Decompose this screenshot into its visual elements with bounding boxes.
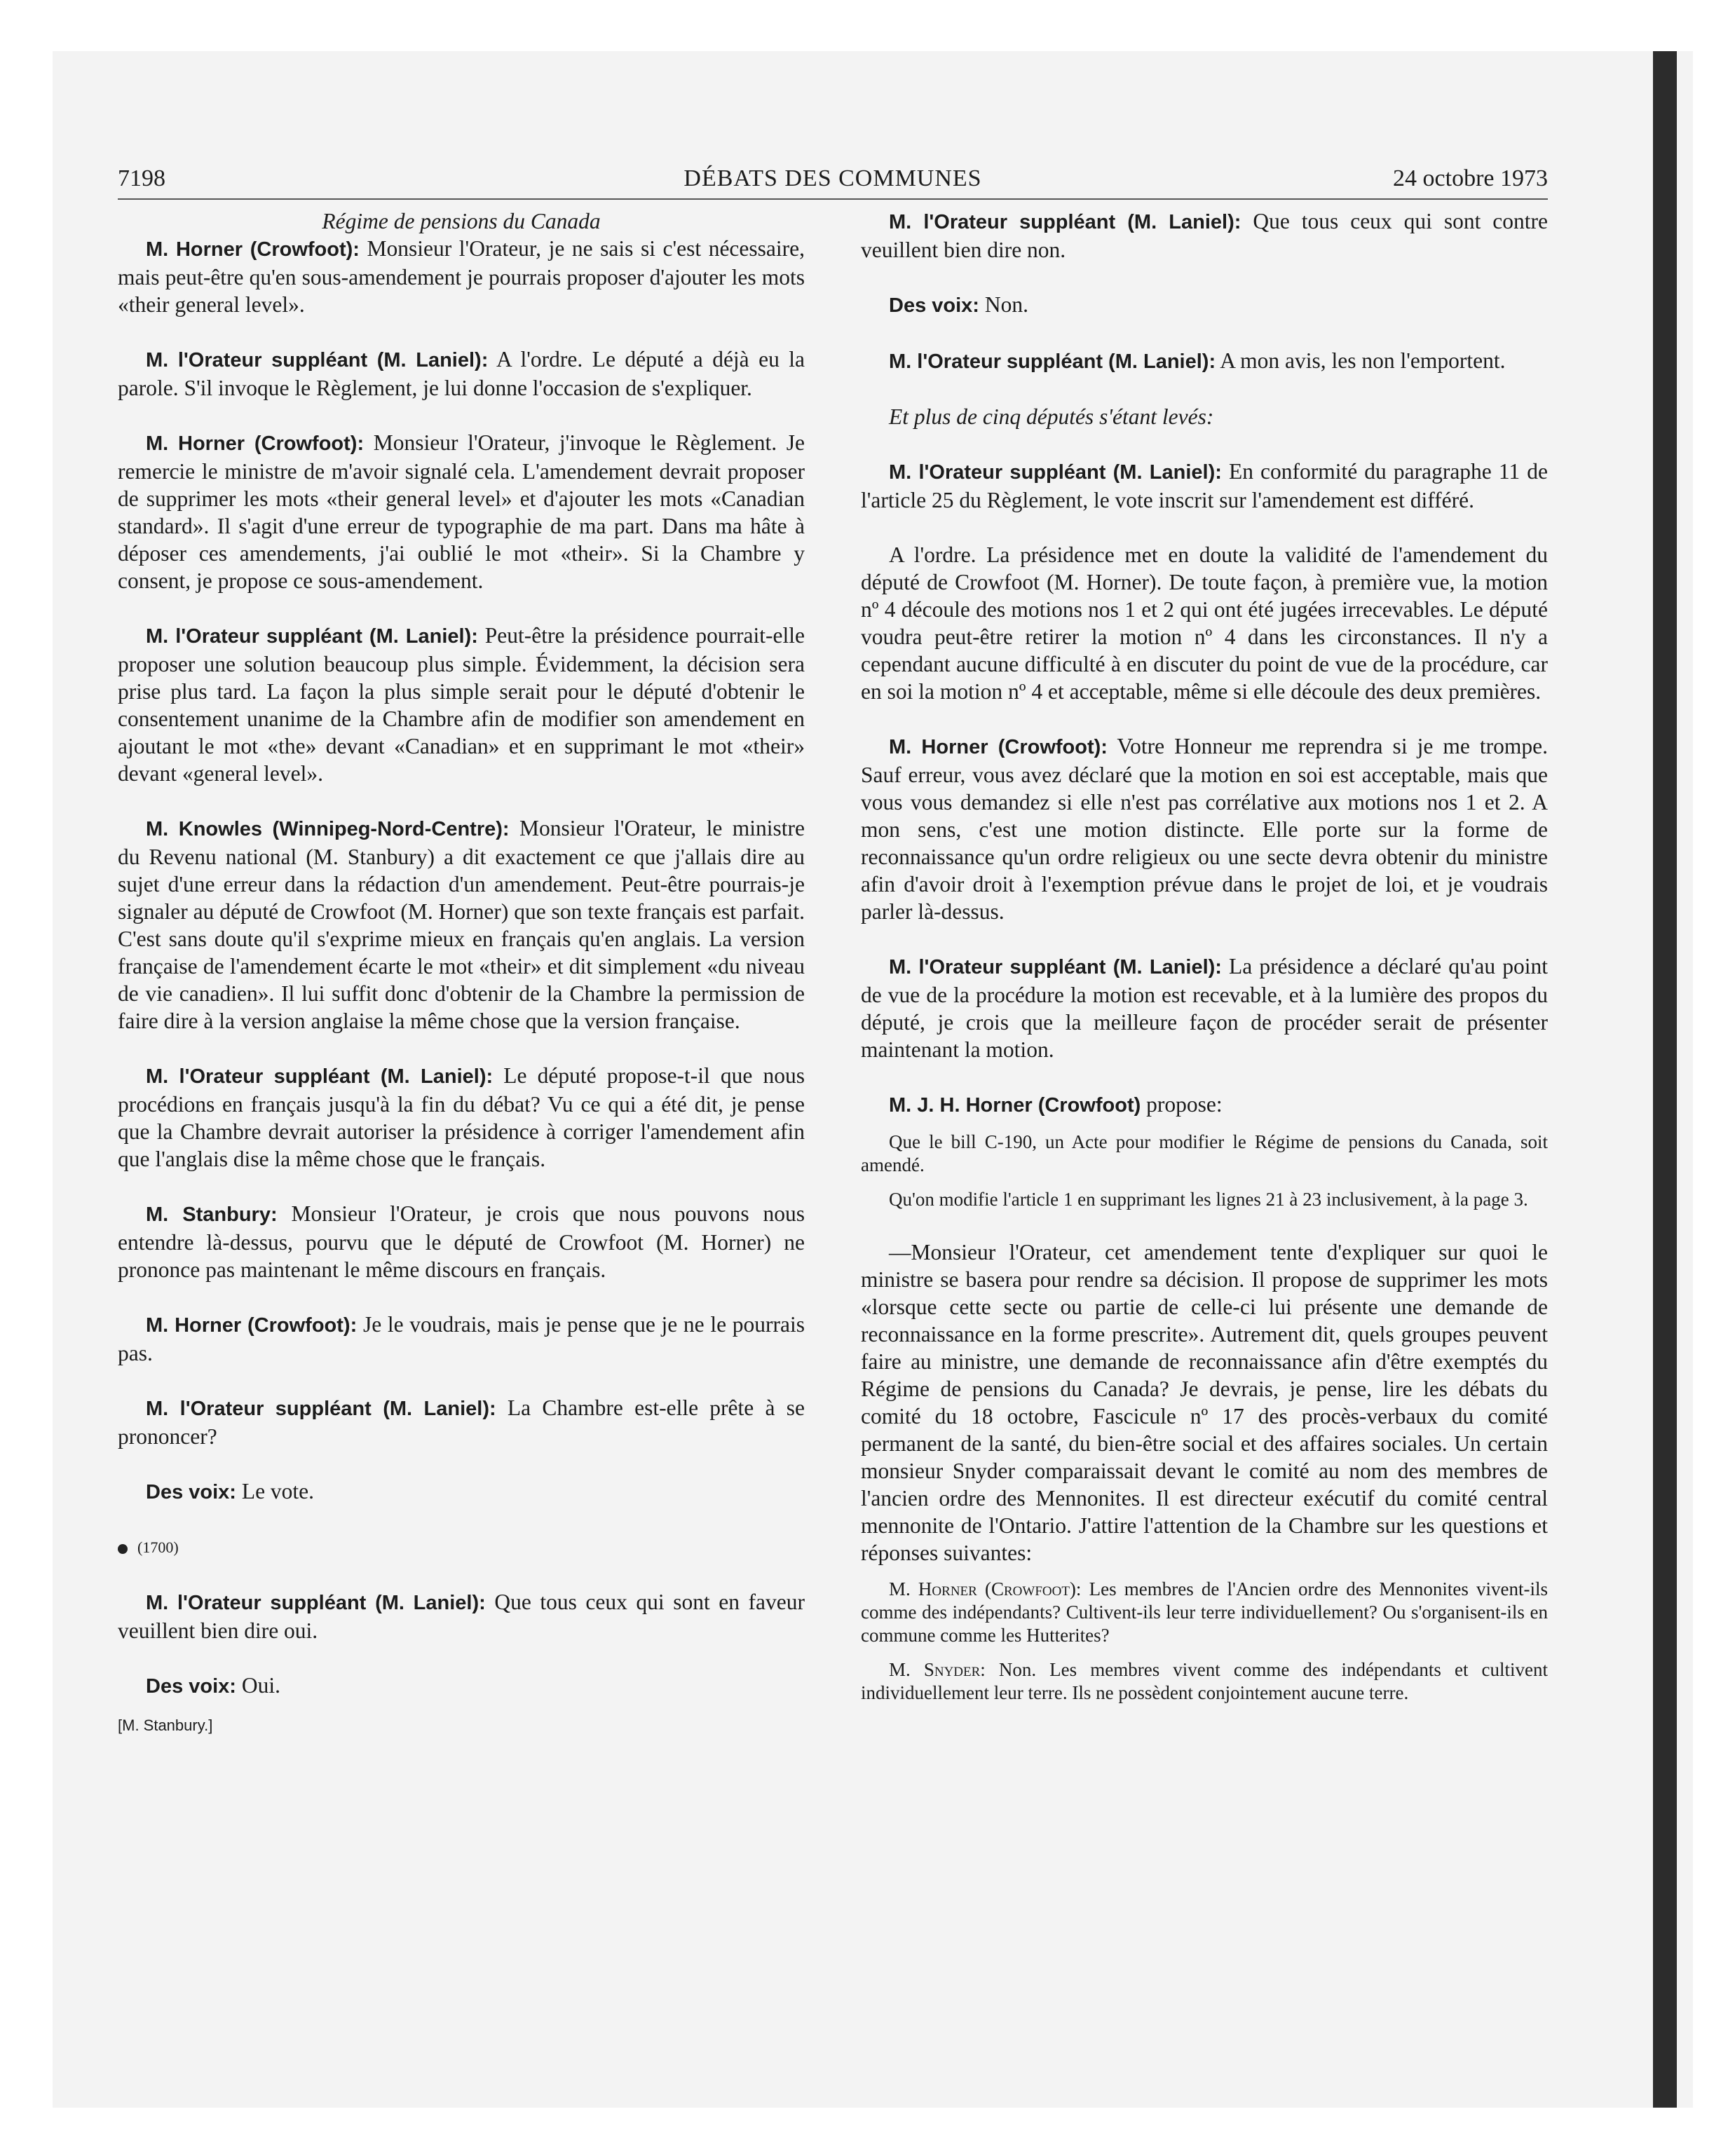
paragraph [861, 291, 1548, 320]
paragraph [118, 1394, 805, 1450]
speech-text: La Chambre est-elle prête à se prononcer? [118, 1396, 805, 1449]
speech-text: A mon avis, les non l'emportent. [1216, 348, 1506, 373]
paragraph [118, 1672, 805, 1700]
speaker: M. Knowles (Winnipeg-Nord-Centre): [146, 818, 510, 840]
speaker: M. l'Orateur suppléant (M. Laniel): [889, 350, 1216, 373]
header-rule [118, 198, 1548, 200]
speech-text: propose: [1141, 1092, 1223, 1117]
time-text: (1700) [137, 1538, 179, 1556]
paragraph [861, 207, 1548, 264]
paragraph [118, 1311, 805, 1367]
speech-text: Le député propose-t-il que nous procédions en français jusqu'à la fin du débat? Vu ce qui a été dit, je pense que la Chambre devrait autoriser la présidence à corriger l'amendement afin que l'anglais dise la même chose que le français. [118, 1063, 805, 1171]
paragraph [861, 458, 1548, 514]
speaker: M. l'Orateur suppléant (M. Laniel): [146, 1592, 486, 1614]
speech-text: Monsieur l'Orateur, je crois que nous pouvons nous entendre là-dessus, pourvu que le député de Crowfoot (M. Horner) ne prononce pas maintenant le même discours en français. [118, 1201, 805, 1282]
speech-text: Que tous ceux qui sont en faveur veuillent bien dire oui. [118, 1590, 805, 1643]
speech-text: Le vote. [236, 1479, 315, 1503]
paragraph [861, 732, 1548, 925]
speaker: M. l'Orateur suppléant (M. Laniel): [146, 1398, 496, 1420]
speaker: Des voix: [889, 294, 979, 317]
speaker: M. Snyder: [889, 1659, 986, 1680]
speaker: Des voix: [146, 1481, 236, 1503]
paragraph [118, 622, 805, 787]
paragraph [118, 1200, 805, 1283]
speaker: M. l'Orateur suppléant (M. Laniel): [146, 1065, 494, 1088]
speech-text: Que tous ceux qui sont contre veuillent bien dire non. [861, 209, 1548, 262]
paragraph: A l'ordre. La présidence met en doute la validité de l'amendement du député de Crowfoot (M. Horner). De toute façon, à première vue, la motion nº 4 découle des motions nos 1 et 2 qui ont été jugées irrecevables. Le député voudra peut-être retirer la motion nº 4 dans les circonstances. Il n'y a cependant aucune difficulté à en discuter du point de vue de la procédure, car en soi la motion nº 4 et acceptable, même si elle découle des deux premières. [861, 543, 1548, 704]
speaker: Des voix: [146, 1675, 236, 1698]
paragraph [861, 1091, 1548, 1119]
speech-text: Votre Honneur me reprendra si je me trompe. Sauf erreur, vous avez déclaré que la motion en soi est acceptable, mais que vous vous demandez si elle n'est pas corrélative aux motions nos 1 et 2. A mon sens, c'est une motion distincte. Elle porte sur la forme de reconnaissance qu'un ordre religieux ou une secte devra obtenir du ministre afin d'avoir droit à l'exemption prévue dans le projet de loi, et je voudrais parler là-dessus. [861, 734, 1548, 924]
speech-text: Les membres de l'Ancien ordre des Mennonites vivent-ils comme des indépendants? Cultivent-ils leur terre individuellement? Ou s'organisent-ils en commune comme les Hutterites? [861, 1578, 1549, 1646]
speech-text: Non. Les membres vivent comme des indépendants et cultivent individuellement leur terre. Ils ne possèdent conjointement aucune terre. [861, 1659, 1549, 1703]
speaker: M. l'Orateur suppléant (M. Laniel): [889, 461, 1222, 484]
speaker: M. l'Orateur suppléant (M. Laniel): [146, 349, 489, 371]
paragraph: —Monsieur l'Orateur, cet amendement tente d'expliquer sur quoi le ministre se basera pour rendre sa décision. Il propose de supprimer les mots «lorsque cette secte ou partie de celle-ci lui présente une demande de reconnaissance en la forme prescrite». Autrement dit, quels groupes peuvent faire au ministre, une demande de reconnaissance afin d'être exemptés du Régime de pensions du Canada? Je devrais, je pense, lire les débats du comité du 18 octobre, Fascicule nº 17 des procès-verbaux du comité permanent de la santé, du bien-être social et des affaires sociales. Un certain monsieur Snyder comparaissait devant le comité au nom des membres de l'ancien ordre des Mennonites. Il est directeur exécutif du comité central mennonite de l'Ontario. J'attire l'attention de la Chambre sur les questions et réponses suivantes: [861, 1240, 1548, 1565]
speech-text: La présidence a déclaré qu'au point de vue de la procédure la motion est recevable, et à la lumière des propos du député, je crois que la meilleure façon de procéder serait de présenter maintenant la motion. [861, 954, 1548, 1062]
paragraph [118, 429, 805, 594]
paragraph [118, 346, 805, 402]
speech-text: Non. [979, 292, 1028, 317]
speaker: M. Horner (Crowfoot): [146, 432, 365, 455]
speaker: M. Horner (Crowfoot): [889, 1578, 1082, 1599]
speech-text: Monsieur l'Orateur, j'invoque le Règlement. Je remercie le ministre de m'avoir signalé cela. L'amendement devrait proposer de supprimer les mots «their general level» et d'ajouter les mots «Canadian standard». Il s'agit d'une erreur de typographie de ma part. Dans ma hâte à déposer ces amendements, j'ai oublié le mot «their». Si la Chambre y consent, je propose ce sous-amendement. [118, 430, 805, 593]
speaker: M. Stanbury: [146, 1203, 278, 1226]
quoted-exchange [861, 1658, 1548, 1705]
speaker-note: [M. Stanbury.] [118, 1717, 213, 1734]
paragraph [118, 1588, 805, 1644]
speaker: M. Horner (Crowfoot): [146, 238, 360, 261]
motion-text: Que le bill C-190, un Acte pour modifier le Régime de pensions du Canada, soit amendé. [861, 1131, 1548, 1175]
speech-text: Monsieur l'Orateur, le ministre du Revenu national (M. Stanbury) a dit exactement ce que j'allais dire au sujet d'une erreur dans la rédaction d'un amendement. Peut-être pourrais-je signaler au député de Crowfoot (M. Horner) que son texte français est parfait. C'est sans doute qu'il s'exprime mieux en français qu'en anglais. La version française de l'amendement écarte le mot «their» et dit simplement «du niveau de vie canadien». Il lui suffit donc d'obtenir de la Chambre la permission de faire dire à la version anglaise la même chose que la version française. [118, 816, 805, 1033]
paragraph [861, 347, 1548, 376]
paragraph [118, 814, 805, 1035]
speech-text: A l'ordre. Le député a déjà eu la parole. S'il invoque le Règlement, je lui donne l'occasion de s'expliquer. [118, 347, 805, 400]
page-header [118, 163, 1548, 195]
speech-text: Peut-être la présidence pourrait-elle proposer une solution beaucoup plus simple. Évidemment, la décision sera prise plus tard. La façon la plus simple serait pour le député d'obtenir le consentement unanime de la Chambre afin de modifier son amendement en ajoutant le mot «the» devant «Canadian» et en supprimant le mot «their» devant «general level». [118, 623, 805, 786]
motion-text: Qu'on modifie l'article 1 en supprimant les lignes 21 à 23 inclusivement, à la page 3. [889, 1189, 1528, 1210]
time-marker [118, 1534, 805, 1561]
page-date: 24 octobre 1973 [1393, 165, 1548, 191]
paragraph [118, 1062, 805, 1173]
scan-edge [1653, 51, 1677, 2108]
publication-title: DÉBATS DES COMMUNES [683, 165, 982, 191]
stage-direction: Et plus de cinq députés s'étant levés: [889, 404, 1214, 429]
speech-text: Monsieur l'Orateur, je ne sais si c'est nécessaire, mais peut-être qu'en sous-amendement je pourrais proposer d'ajouter les mots «their general level». [118, 236, 805, 317]
speaker: M. J. H. Horner (Crowfoot) [889, 1094, 1141, 1117]
speaker: M. l'Orateur suppléant (M. Laniel): [146, 625, 478, 648]
speaker: M. Horner (Crowfoot): [146, 1314, 358, 1337]
speech-text: Oui. [236, 1673, 280, 1698]
right-column [861, 207, 1548, 1716]
bullet-icon [118, 1544, 128, 1554]
page-number: 7198 [118, 165, 165, 191]
speaker: M. l'Orateur suppléant (M. Laniel): [889, 956, 1222, 978]
paragraph [118, 235, 805, 318]
paragraph [118, 1478, 805, 1506]
speaker: M. l'Orateur suppléant (M. Laniel): [889, 211, 1241, 233]
speech-text: Je le voudrais, mais je pense que je ne le pourrais pas. [118, 1312, 805, 1365]
speech-text: En conformité du paragraphe 11 de l'article 25 du Règlement, le vote inscrit sur l'amendement est différé. [861, 459, 1548, 512]
speaker: M. Horner (Crowfoot): [889, 736, 1108, 758]
left-column [118, 207, 805, 1739]
section-heading: Régime de pensions du Canada [322, 209, 601, 233]
quoted-exchange [861, 1578, 1548, 1647]
paragraph [861, 953, 1548, 1063]
